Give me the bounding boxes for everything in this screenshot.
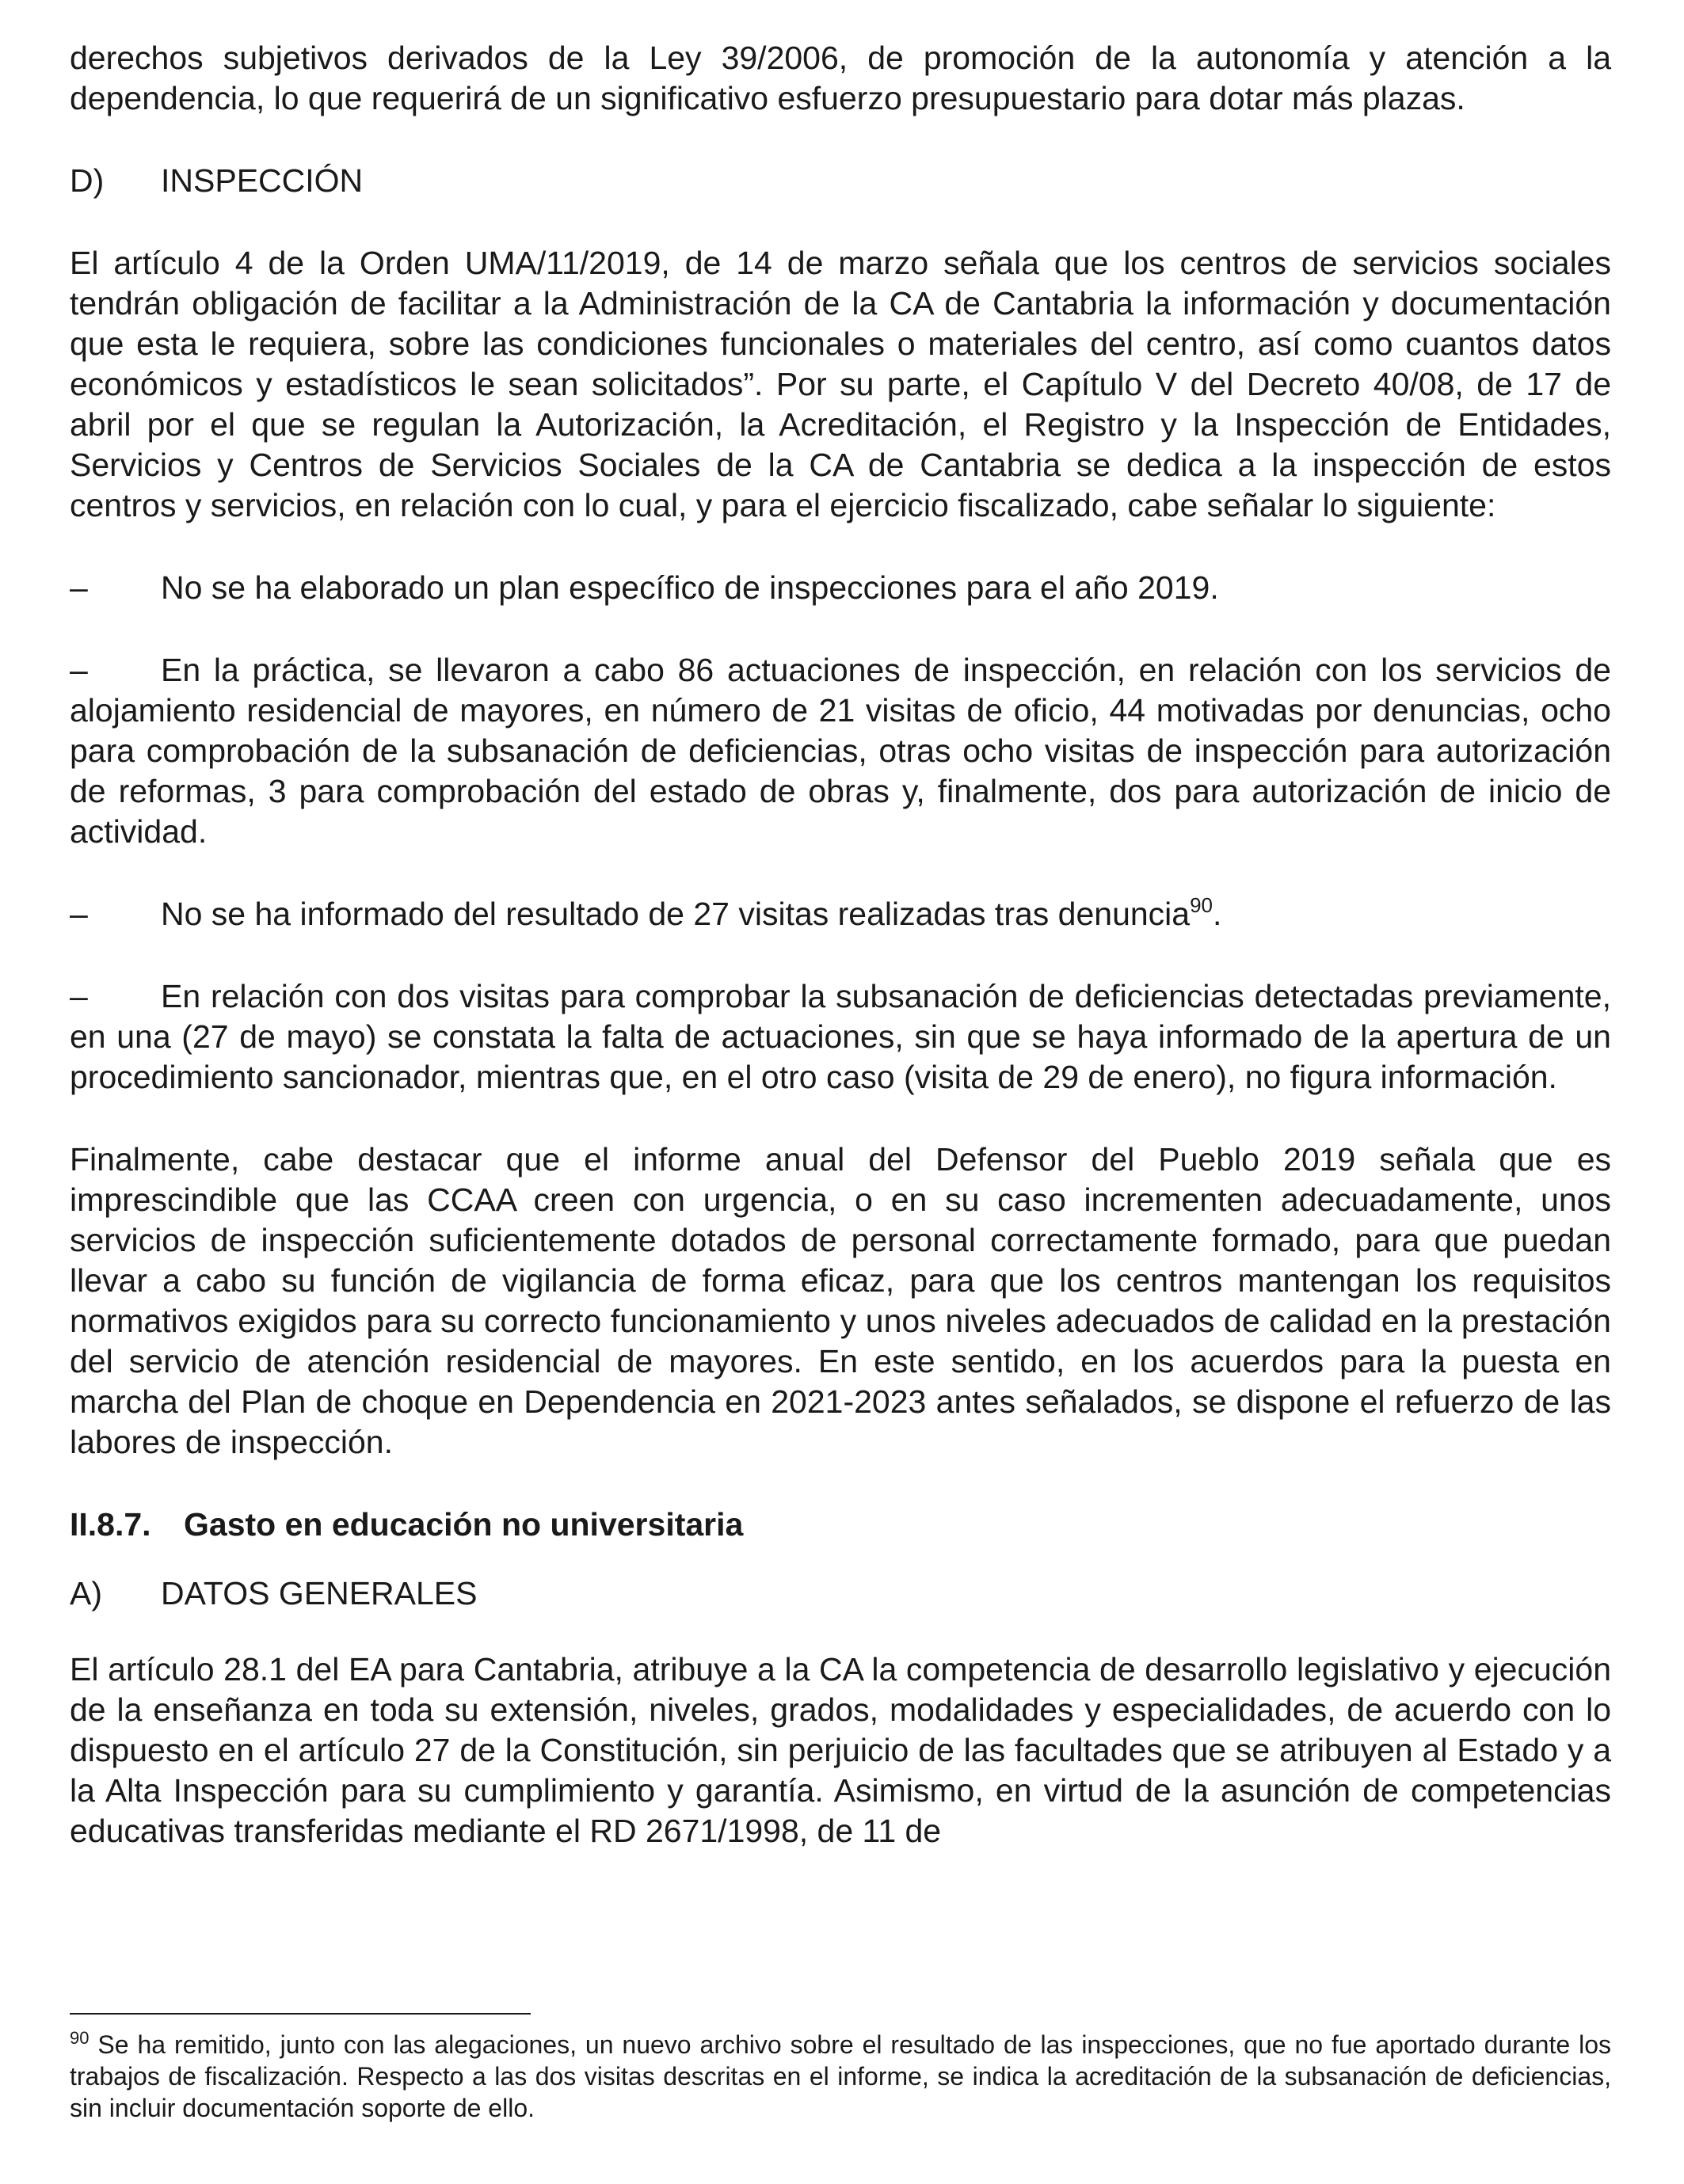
section-title: Gasto en educación no universitaria	[184, 1506, 744, 1543]
bullet-item-denuncias	[70, 894, 1611, 934]
heading-datos-letter: A)	[70, 1575, 102, 1611]
footnote-separator	[70, 2013, 531, 2015]
footnote-text: Se ha remitido, junto con las alegaciones, un nuevo archivo sobre el resultado de las inspecciones, que no fue aportado durante los trabajos de fiscalización. Respecto a las dos visitas descritas en el informe, se indica la acreditación de la subsanación de deficiencias, sin incluir documentación soporte de ello.	[70, 2030, 1611, 2122]
bullet-dash: –	[70, 652, 88, 688]
footnote-reference[interactable]: 90	[1190, 893, 1213, 917]
bullet-item-actuaciones	[70, 650, 1611, 852]
paragraph-orden-uma: El artículo 4 de la Orden UMA/11/2019, de 14 de marzo señala que los centros de servicios sociales tendrán obligación de facilitar a la Administración de la CA de Cantabria la información y documentación que esta le requiera, sobre las condiciones funcionales o materiales del centro, así como cuantos datos económicos y estadísticos le sean solicitados”. Por su parte, el Capítulo V del Decreto 40/08, de 17 de abril por el que se regulan la Autorización, la Acreditación, el Registro y la Inspección de Entidades, Servicios y Centros de Servicios Sociales de la CA de Cantabria se dedica a la inspección de estos centros y servicios, en relación con lo cual, y para el ejercicio fiscalizado, cabe señalar lo siguiente:	[70, 245, 1611, 523]
heading-inspeccion-letter: D)	[70, 162, 105, 199]
bullet-item-plan	[70, 568, 1611, 608]
bullet-text: En la práctica, se llevaron a cabo 86 actuaciones de inspección, en relación con los servicios de alojamiento residencial de mayores, en número de 21 visitas de oficio, 44 motivadas por denuncias, ocho para comprobación de la subsanación de deficiencias, otras ocho visitas de inspección para autorización de reformas, 3 para comprobación del estado de obras y, finalmente, dos para autorización de inicio de actividad.	[70, 652, 1611, 850]
footnote-90	[70, 2029, 1611, 2124]
paragraph-estatuto: El artículo 28.1 del EA para Cantabria, atribuye a la CA la competencia de desarrollo legislativo y ejecución de la enseñanza en toda su extensión, niveles, grados, modalidades y especialidades, de acuerdo con lo dispuesto en el artículo 27 de la Constitución, sin perjuicio de las facultades que se atribuyen al Estado y a la Alta Inspección para su cumplimiento y garantía. Asimismo, en virtud de la asunción de competencias educativas transferidas mediante el RD 2671/1998, de 11 de	[70, 1651, 1611, 1849]
paragraph-dependencia: derechos subjetivos derivados de la Ley 39/2006, de promoción de la autonomía y atención a la dependencia, lo que requerirá de un significativo esfuerzo presupuestario para dotar más plazas.	[70, 40, 1611, 116]
heading-inspeccion-text: INSPECCIÓN	[161, 162, 364, 199]
bullet-text-end: .	[1213, 896, 1222, 932]
bullet-dash: –	[70, 896, 88, 932]
section-heading-educacion	[70, 1505, 1611, 1545]
bullet-text: No se ha informado del resultado de 27 visitas realizadas tras denuncia	[161, 896, 1191, 932]
section-number: II.8.7.	[70, 1506, 151, 1543]
heading-datos-text: DATOS GENERALES	[161, 1575, 478, 1611]
document-page	[70, 38, 1611, 1851]
bullet-item-subsanacion	[70, 976, 1611, 1098]
footnote-number: 90	[70, 2028, 90, 2048]
bullet-dash: –	[70, 978, 88, 1014]
paragraph-defensor-pueblo: Finalmente, cabe destacar que el informe anual del Defensor del Pueblo 2019 señala que es imprescindible que las CCAA creen con urgencia, o en su caso incrementen adecuadamente, unos servicios de inspección suficientemente dotados de personal correctamente formado, para que puedan llevar a cabo su función de vigilancia de forma eficaz, para que los centros mantengan los requisitos normativos exigidos para su correcto funcionamiento y unos niveles adecuados de calidad en la prestación del servicio de atención residencial de mayores. En este sentido, en los acuerdos para la puesta en marcha del Plan de choque en Dependencia en 2021-2023 antes señalados, se dispone el refuerzo de las labores de inspección.	[70, 1141, 1611, 1460]
heading-datos-generales	[70, 1573, 1611, 1614]
heading-inspeccion	[70, 161, 1611, 201]
bullet-text: En relación con dos visitas para comprobar la subsanación de deficiencias detectadas previamente, en una (27 de mayo) se constata la falta de actuaciones, sin que se haya informado de la apertura de un procedimiento sancionador, mientras que, en el otro caso (visita de 29 de enero), no figura información.	[70, 978, 1611, 1095]
bullet-dash: –	[70, 569, 88, 606]
bullet-text: No se ha elaborado un plan específico de inspecciones para el año 2019.	[161, 569, 1219, 606]
